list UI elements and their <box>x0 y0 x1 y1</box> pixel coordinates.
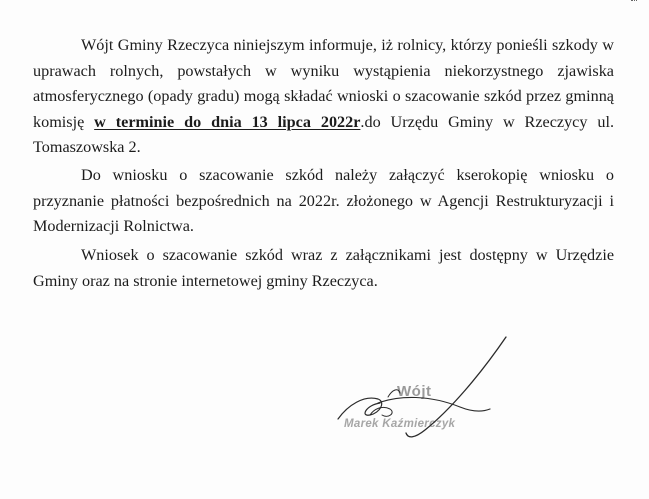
paragraph-availability <box>33 243 614 294</box>
paragraph-2-text: Do wniosku o szacowanie szkód należy załączyć kserokopię wniosku o przyznanie płatności bezpośrednich na 2022r. złożonego w Agencji Restrukturyzacji i Modernizacji Rolnictwa. <box>33 166 614 235</box>
paragraph-deadline <box>33 33 614 161</box>
stamp-name: Marek Kaźmierczyk <box>344 418 456 430</box>
paragraph-1-ending: .do Urzędu Gminy w Rzeczycy ul. Tomaszowska 2. <box>33 112 615 156</box>
paragraph-1-text: Wójt Gminy Rzeczyca niniejszym informuje, iż rolnicy, którzy ponieśli szkody w uprawach rolnych, powstałych w wyniku wystąpienia niekorzystnego zjawiska atmosferycznego (opady gradu) mogą składać wnioski o szacowanie szkód przez gminną komisję <box>33 36 614 131</box>
deadline-emphasis: w terminie do dnia 13 lipca 2022r <box>94 112 361 131</box>
stamp-title: Wójt <box>397 383 432 400</box>
paragraph-3-text: Wniosek o szacowanie szkód wraz z załącznikami jest dostępny w Urzędzie Gminy oraz na stronie internetowej gminy Rzeczyca. <box>33 246 614 290</box>
handwritten-signature <box>330 335 510 445</box>
corner-mark <box>631 0 637 7</box>
paragraph-attachment <box>33 163 614 240</box>
